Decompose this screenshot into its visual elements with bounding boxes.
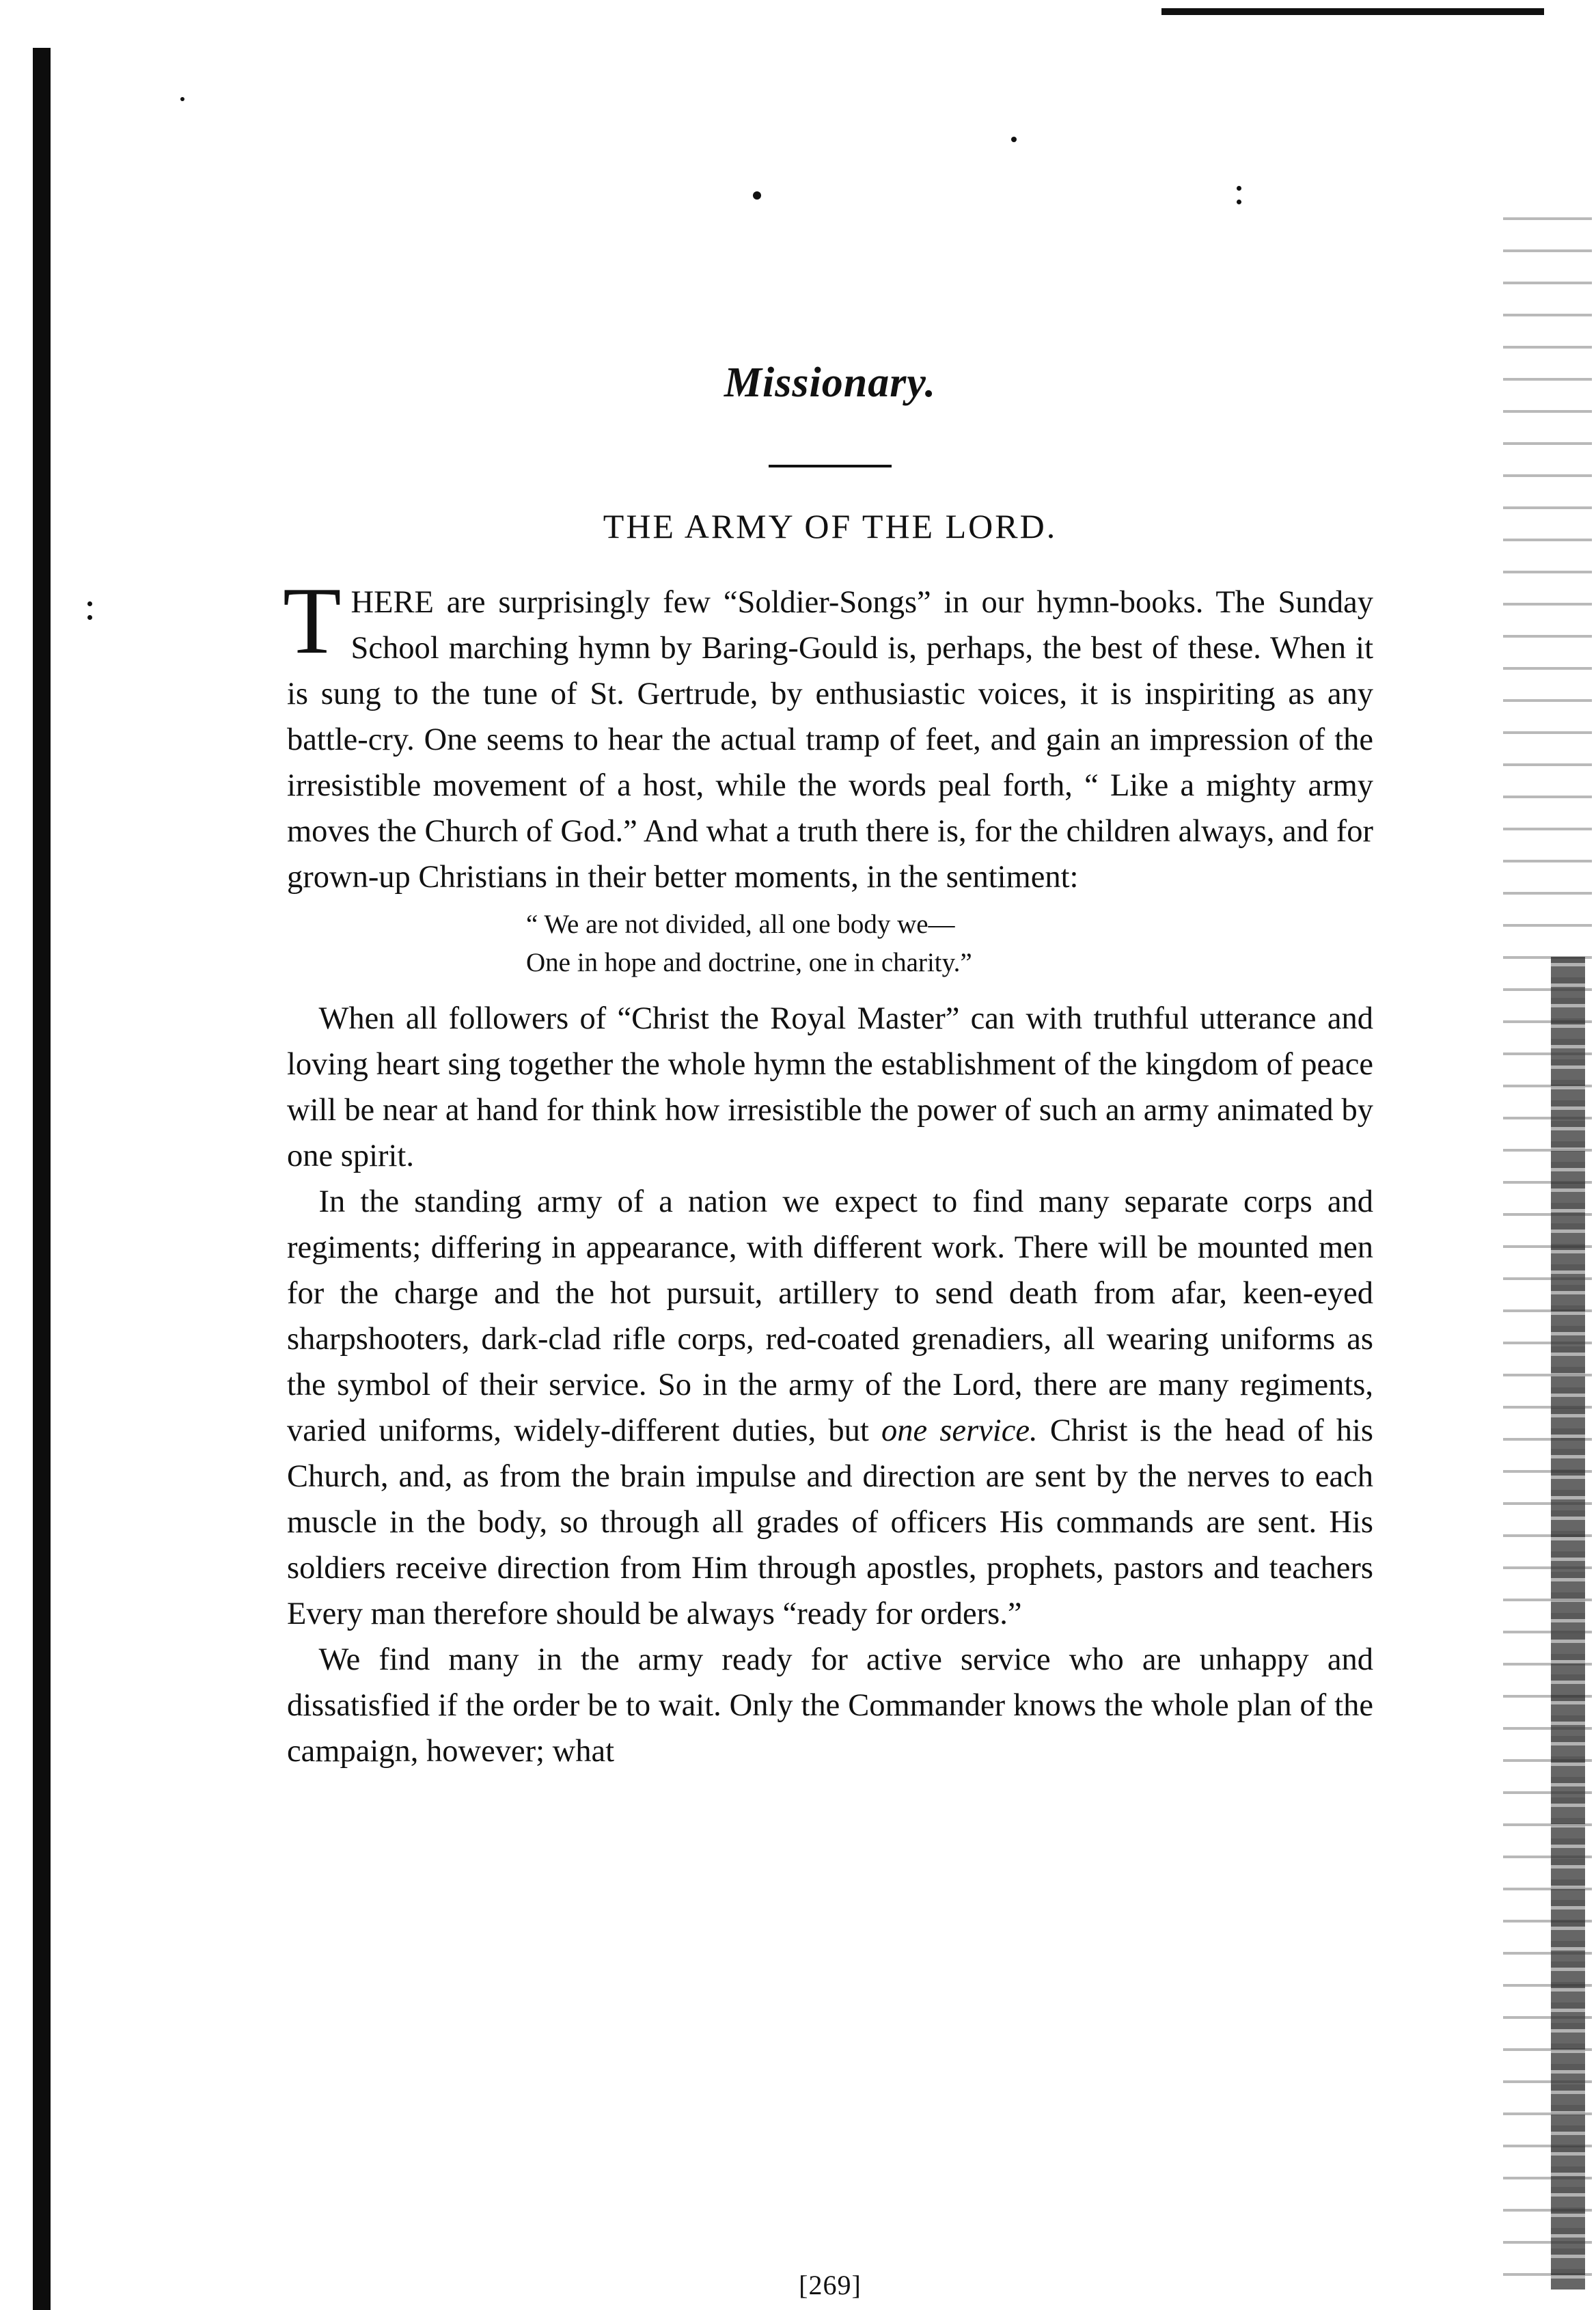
paragraph-2: When all followers of “Christ the Royal Master” can with truthful utterance and loving heart sing together the whole hymn the establishment of the kingdom of peace will be near at hand for think how irresistible the power of such an army animated by one spirit. bbox=[287, 1001, 1373, 1173]
page-number: [269] bbox=[799, 2270, 862, 2300]
scan-top-rule bbox=[1161, 8, 1544, 15]
paragraph-3-emphasis: one service. bbox=[881, 1413, 1038, 1448]
verse-line-1: “ We are not divided, all one body we— bbox=[526, 910, 955, 939]
scan-speck bbox=[1237, 186, 1241, 191]
scan-speck bbox=[180, 97, 184, 101]
verse-line-2: One in hope and doctrine, one in charity.” bbox=[526, 948, 972, 977]
paragraph-1 bbox=[283, 568, 1373, 900]
scan-speck bbox=[1011, 137, 1017, 142]
section-heading: Missionary. bbox=[724, 359, 937, 406]
article-body bbox=[283, 568, 1374, 1774]
scan-right-edge-dark bbox=[1551, 957, 1585, 2289]
book-page bbox=[283, 355, 1374, 2300]
verse-quote bbox=[287, 906, 1373, 982]
drop-cap: T bbox=[283, 568, 342, 674]
scan-binding-edge bbox=[33, 48, 51, 2310]
scan-speck bbox=[753, 191, 761, 200]
scan-speck bbox=[87, 601, 92, 606]
paragraph-3 bbox=[287, 1179, 1373, 1637]
scan-speck bbox=[1237, 200, 1241, 204]
scan-speck bbox=[87, 615, 92, 620]
paragraph-1-text: HERE are surprisingly few “Soldier-Songs” in our hymn-books. The Sunday School marching hymn by Baring-Gould is, perhaps, the best of these. When it is sung to the tune of St. Gertrude, by enthusiastic voices, it is inspiriting as any battle-cry. One seems to hear the actual tramp of feet, and gain an impression of the irresistible movement of a host, while the words peal forth, “ Like a mighty army moves the Church of God.” And what a truth there is, for the children always, and for grown-up Christians in their better moments, in the sentiment: bbox=[287, 585, 1373, 895]
article-title: THE ARMY OF THE LORD. bbox=[603, 507, 1058, 545]
paragraph-4: We find many in the army ready for active service who are unhappy and dissatisfied if the order be to wait. Only the Commander knows the whole plan of the campaign, however; what bbox=[287, 1642, 1373, 1769]
paragraph-3-text-a: In the standing army of a nation we expect to find many separate corps and regiments; differing in appearance, with different work. There will be mounted men for the charge and the hot pursuit, artillery to send death from afar, keen-eyed sharpshooters, dark-clad rifle corps, red-coated grenadiers, all wearing uniforms as the symbol of their service. So in the army of the Lord, there are many regiments, varied uniforms, widely-different duties, but bbox=[287, 1184, 1373, 1448]
title-divider bbox=[769, 465, 892, 467]
paragraph-3-text-b: Christ is the head of his Church, and, as from the brain impulse and direction are sent by the nerves to each muscle in the body, so through all grades of officers His commands are sent. His soldiers receive direction from Him through apostles, prophets, pastors and teachers Every man therefore should be always “ready for orders.” bbox=[287, 1413, 1374, 1631]
